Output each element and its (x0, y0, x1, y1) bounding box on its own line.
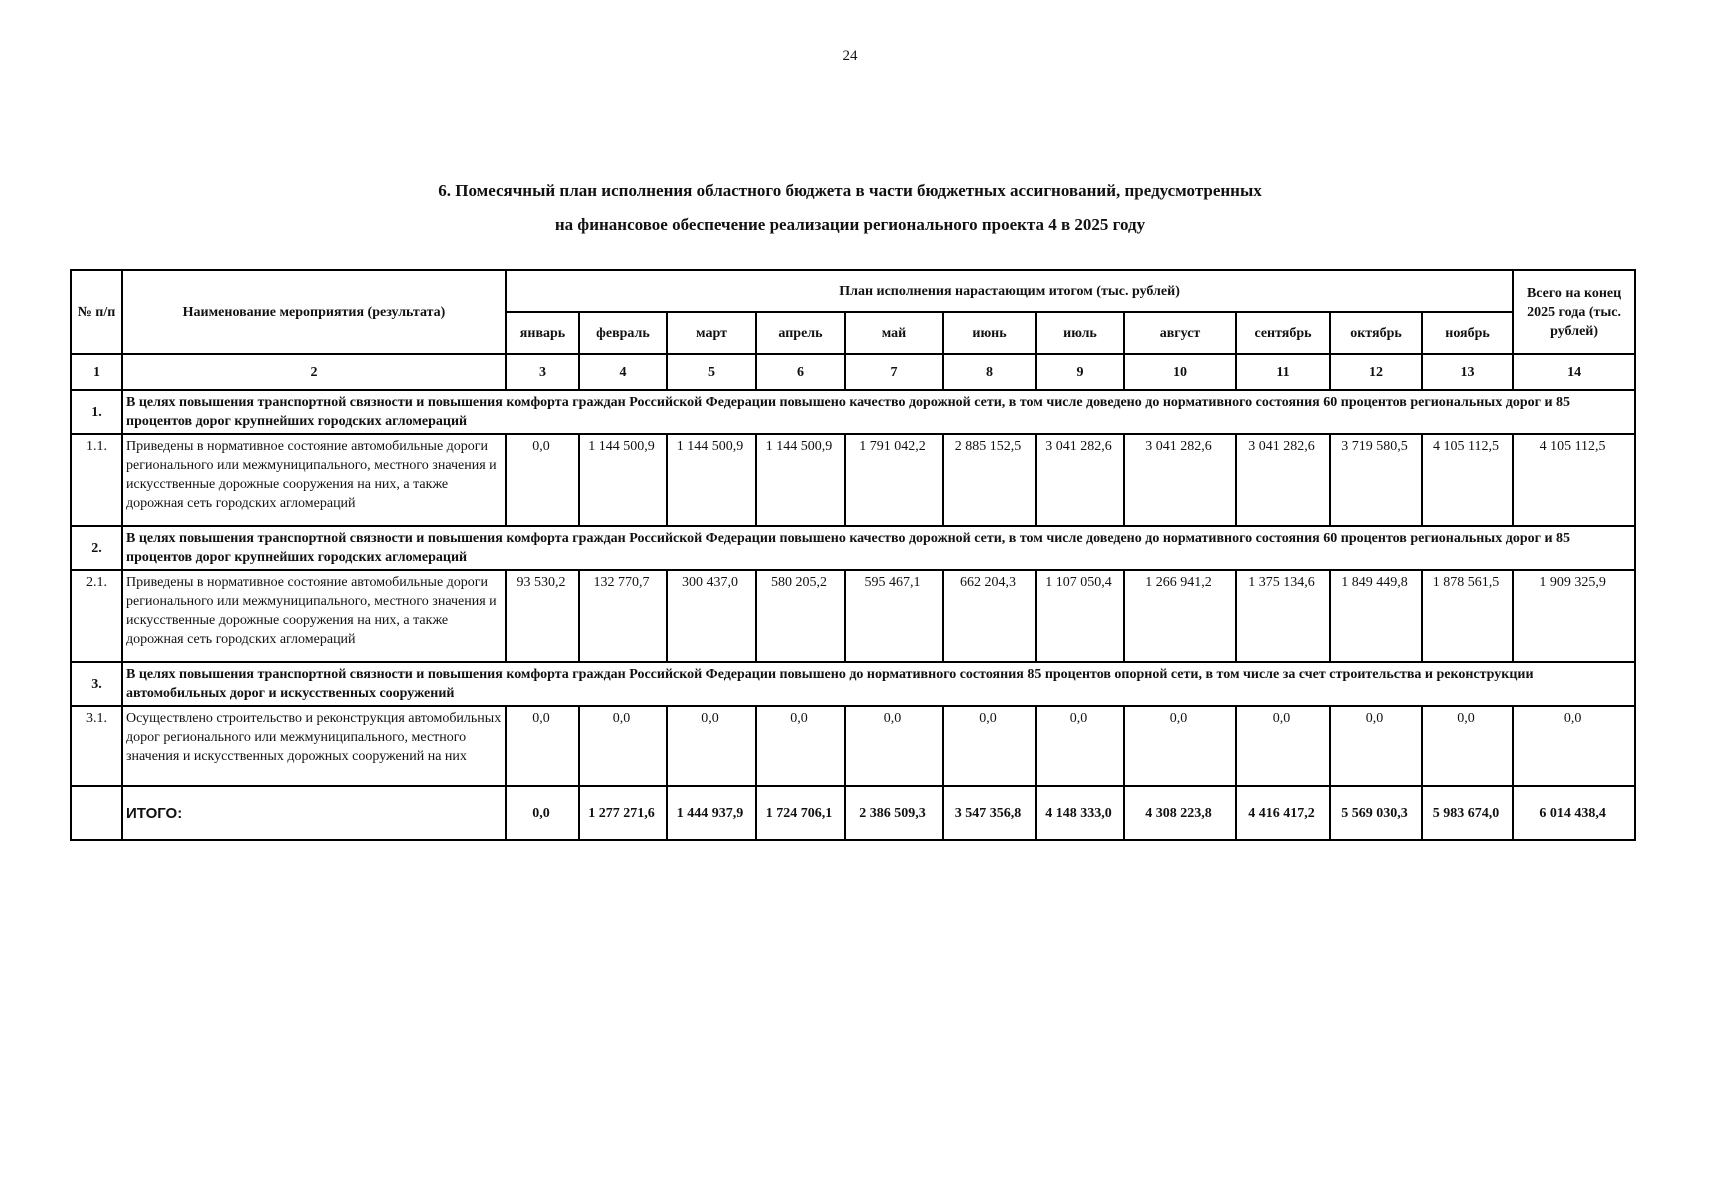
column-number: 9 (1036, 354, 1124, 390)
header-num: № п/п (71, 270, 122, 354)
item-value: 1 144 500,9 (579, 434, 667, 526)
item-value: 0,0 (506, 706, 579, 786)
column-number: 7 (845, 354, 943, 390)
total-value: 3 547 356,8 (943, 786, 1036, 840)
item-value: 1 266 941,2 (1124, 570, 1236, 662)
total-value: 5 983 674,0 (1422, 786, 1513, 840)
item-value: 2 885 152,5 (943, 434, 1036, 526)
total-value: 0,0 (506, 786, 579, 840)
page-number: 24 (842, 48, 858, 64)
column-number: 11 (1236, 354, 1330, 390)
header-month: май (845, 312, 943, 354)
header-month: январь (506, 312, 579, 354)
item-value: 580 205,2 (756, 570, 845, 662)
total-value: 6 014 438,4 (1513, 786, 1635, 840)
document-title (0, 174, 1700, 242)
item-value: 1 878 561,5 (1422, 570, 1513, 662)
item-value: 0,0 (1422, 706, 1513, 786)
title-line-1: 6. Помесячный план исполнения областного бюджета в части бюджетных ассигнований, предусмотренных (438, 181, 1262, 200)
total-blank (71, 786, 122, 840)
total-value: 5 569 030,3 (1330, 786, 1422, 840)
column-number: 3 (506, 354, 579, 390)
column-number: 2 (122, 354, 506, 390)
title-line-2: на финансовое обеспечение реализации регионального проекта 4 в 2025 году (554, 215, 1146, 234)
header-plan: План исполнения нарастающим итогом (тыс. рублей) (506, 270, 1513, 312)
total-value: 4 148 333,0 (1036, 786, 1124, 840)
column-number: 1 (71, 354, 122, 390)
item-value: 3 041 282,6 (1124, 434, 1236, 526)
total-label: ИТОГО: (122, 786, 506, 840)
item-number: 1.1. (71, 434, 122, 526)
item-row (71, 570, 1635, 662)
item-value: 132 770,7 (579, 570, 667, 662)
item-name: Осуществлено строительство и реконструкция автомобильных дорог регионального или межмуниципального, местного значения и искусственных дорожных сооружений на них (122, 706, 506, 786)
item-number: 2.1. (71, 570, 122, 662)
item-value: 0,0 (845, 706, 943, 786)
total-value: 4 416 417,2 (1236, 786, 1330, 840)
item-value: 0,0 (1513, 706, 1635, 786)
header-month: февраль (579, 312, 667, 354)
section-title: В целях повышения транспортной связности и повышения комфорта граждан Российской Федерации повышено качество дорожной сети, в том числе доведено до нормативного состояния 60 процентов региональных дорог и 85 процентов дорог крупнейших городских агломераций (122, 526, 1635, 570)
total-value: 4 308 223,8 (1124, 786, 1236, 840)
item-value: 1 144 500,9 (667, 434, 756, 526)
item-value: 3 041 282,6 (1236, 434, 1330, 526)
header-name: Наименование мероприятия (результата) (122, 270, 506, 354)
header-month: июнь (943, 312, 1036, 354)
section-number: 2. (71, 526, 122, 570)
item-value: 662 204,3 (943, 570, 1036, 662)
column-number: 14 (1513, 354, 1635, 390)
column-number: 12 (1330, 354, 1422, 390)
item-value: 93 530,2 (506, 570, 579, 662)
section-row (71, 662, 1635, 706)
total-value: 1 444 937,9 (667, 786, 756, 840)
section-row (71, 526, 1635, 570)
item-row (71, 706, 1635, 786)
header-month: сентябрь (1236, 312, 1330, 354)
item-value: 3 041 282,6 (1036, 434, 1124, 526)
header-month: ноябрь (1422, 312, 1513, 354)
header-month: март (667, 312, 756, 354)
header-total: Всего на конец 2025 года (тыс. рублей) (1513, 270, 1635, 354)
item-value: 0,0 (667, 706, 756, 786)
item-value: 0,0 (756, 706, 845, 786)
column-number: 4 (579, 354, 667, 390)
item-value: 300 437,0 (667, 570, 756, 662)
item-value: 4 105 112,5 (1422, 434, 1513, 526)
section-number: 3. (71, 662, 122, 706)
column-number: 8 (943, 354, 1036, 390)
item-value: 1 144 500,9 (756, 434, 845, 526)
item-value: 3 719 580,5 (1330, 434, 1422, 526)
column-number: 6 (756, 354, 845, 390)
item-name: Приведены в нормативное состояние автомобильные дороги регионального или межмуниципального, местного значения и искусственные дорожные сооружения на них, а также дорожная сеть городских агломераций (122, 434, 506, 526)
header-month: апрель (756, 312, 845, 354)
total-value: 2 386 509,3 (845, 786, 943, 840)
item-value: 0,0 (1036, 706, 1124, 786)
item-value: 0,0 (506, 434, 579, 526)
item-value: 0,0 (1236, 706, 1330, 786)
budget-table (70, 269, 1636, 841)
header-month: июль (1036, 312, 1124, 354)
item-value: 1 107 050,4 (1036, 570, 1124, 662)
item-value: 0,0 (943, 706, 1036, 786)
item-value: 4 105 112,5 (1513, 434, 1635, 526)
total-value: 1 277 271,6 (579, 786, 667, 840)
column-number: 5 (667, 354, 756, 390)
item-row (71, 434, 1635, 526)
section-title: В целях повышения транспортной связности и повышения комфорта граждан Российской Федерации повышено до нормативного состояния 85 процентов опорной сети, в том числе за счет строительства и реконструкции автомобильных дорог и искусственных сооружений (122, 662, 1635, 706)
total-row (71, 786, 1635, 840)
column-number: 10 (1124, 354, 1236, 390)
header-month: август (1124, 312, 1236, 354)
column-number: 13 (1422, 354, 1513, 390)
section-row (71, 390, 1635, 434)
item-value: 1 791 042,2 (845, 434, 943, 526)
item-value: 0,0 (1330, 706, 1422, 786)
section-number: 1. (71, 390, 122, 434)
item-number: 3.1. (71, 706, 122, 786)
item-value: 595 467,1 (845, 570, 943, 662)
item-value: 0,0 (1124, 706, 1236, 786)
total-value: 1 724 706,1 (756, 786, 845, 840)
header-month: октябрь (1330, 312, 1422, 354)
item-value: 0,0 (579, 706, 667, 786)
item-value: 1 375 134,6 (1236, 570, 1330, 662)
section-title: В целях повышения транспортной связности и повышения комфорта граждан Российской Федерации повышено качество дорожной сети, в том числе доведено до нормативного состояния 60 процентов региональных дорог и 85 процентов дорог крупнейших городских агломераций (122, 390, 1635, 434)
item-name: Приведены в нормативное состояние автомобильные дороги регионального или межмуниципального, местного значения и искусственные дорожные сооружения на них, а также дорожная сеть городских агломераций (122, 570, 506, 662)
item-value: 1 849 449,8 (1330, 570, 1422, 662)
item-value: 1 909 325,9 (1513, 570, 1635, 662)
column-numbers-row (71, 354, 1635, 390)
header-row-1 (71, 270, 1635, 312)
